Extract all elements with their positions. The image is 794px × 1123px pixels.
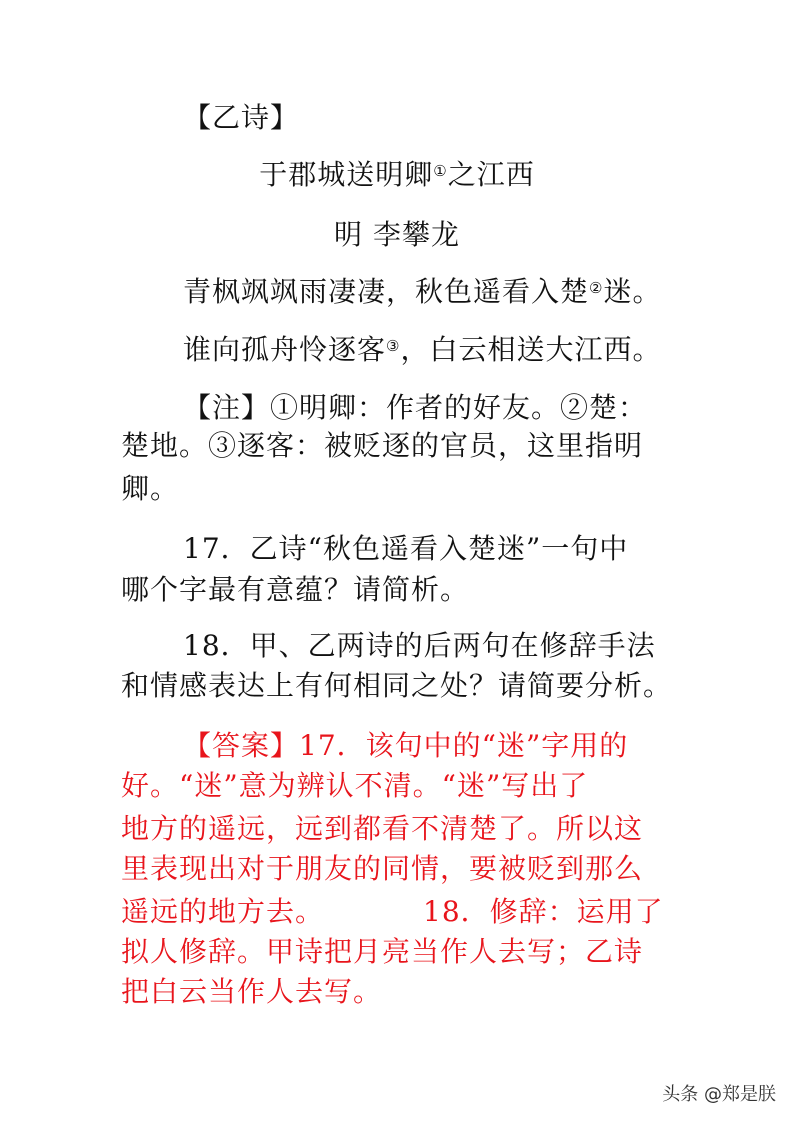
answer-line: 里表现出对于朋友的同情，要被贬到那么	[121, 852, 644, 885]
poem-line-2-tail: ，白云相送大江西。	[400, 333, 662, 366]
footnote-mark-3: ③	[386, 337, 401, 355]
note-line: 卿。	[121, 472, 180, 505]
question-18-line: 18．甲、乙两诗的后两句在修辞手法	[183, 629, 656, 662]
poem-line-1-text: 青枫飒飒雨凄凄，秋色遥看入楚	[183, 275, 590, 308]
poem-author: 明 李攀龙	[334, 218, 460, 251]
poem-line-2-text: 谁向孤舟怜逐客	[183, 333, 387, 366]
answer-line: 拟人修辞。甲诗把月亮当作人去写；乙诗	[121, 935, 644, 968]
note-line: 【注】①明卿：作者的好友。②楚：	[183, 391, 648, 424]
note-line: 楚地。③逐客：被贬逐的官员，这里指明	[121, 429, 644, 462]
question-18-line: 和情感表达上有何相同之处？请简要分析。	[121, 669, 673, 702]
poem-title-tail: 之江西	[447, 158, 535, 191]
footnote-mark-2: ②	[589, 279, 604, 297]
question-17-line: 哪个字最有意蕴？请简析。	[121, 573, 470, 606]
answer-line: 好。“迷”意为辨认不清。“迷”写出了	[121, 769, 589, 802]
section-label: 【乙诗】	[183, 101, 300, 134]
footnote-mark-1: ①	[433, 162, 448, 180]
poem-title-text: 于郡城送明卿	[259, 158, 434, 191]
poem-line-2	[183, 332, 661, 368]
question-17-line: 17．乙诗“秋色遥看入楚迷”一句中	[183, 532, 629, 565]
poem-line-1-tail: 迷。	[603, 275, 662, 308]
answer-line: 【答案】17．该句中的“迷”字用的	[183, 729, 629, 762]
answer-line: 遥远的地方去。 18．修辞：运用了	[121, 895, 664, 928]
answer-line: 地方的遥远，远到都看不清楚了。所以这	[121, 812, 644, 845]
poem-line-1	[183, 274, 661, 310]
answer-line: 把白云当作人去写。	[121, 975, 383, 1008]
watermark: 头条 @郑是朕	[662, 1084, 776, 1105]
poem-title	[0, 157, 794, 193]
